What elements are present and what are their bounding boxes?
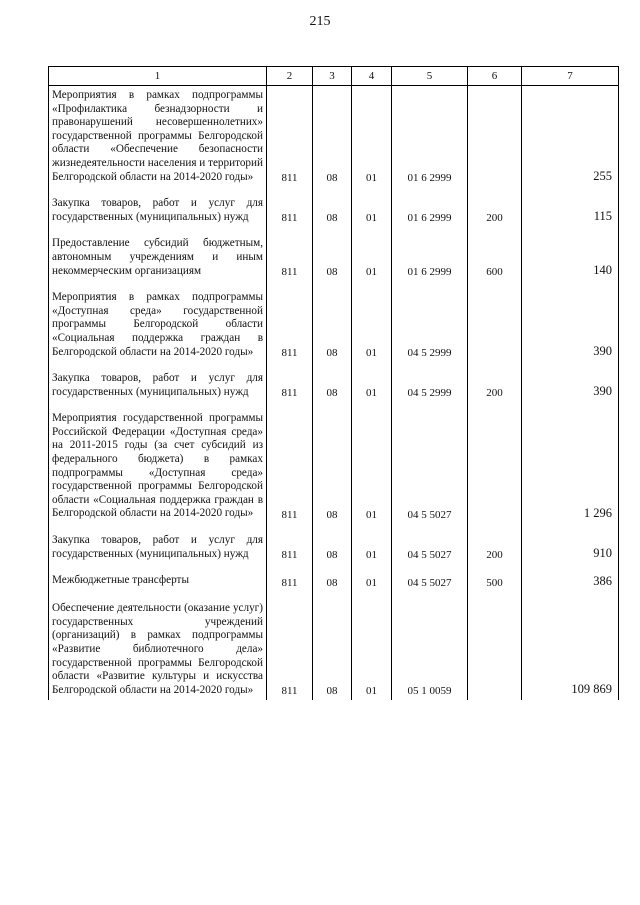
cell-code-expense-type: 600 — [468, 234, 522, 281]
cell-code-section: 08 — [313, 86, 352, 188]
cell-code-subsection: 01 — [352, 409, 392, 524]
cell-code-admin: 811 — [267, 194, 313, 227]
table-row — [49, 86, 619, 188]
cell-amount: 255 — [522, 86, 619, 188]
table-row — [49, 531, 619, 564]
cell-amount: 1 296 — [522, 409, 619, 524]
cell-name: Мероприятия государственной программы Российской Федерации «Доступная среда» на 2011-2015 годы (за счет субсидий из федерального бюджета) в рамках подпрограммы «Доступная среда» государственной программы Белгородской области «Социальная поддержка граждан в Белгородской области на 2014-2020 годы» — [49, 409, 267, 524]
header-col-2: 2 — [267, 67, 313, 86]
header-col-1: 1 — [49, 67, 267, 86]
cell-code-admin: 811 — [267, 531, 313, 564]
cell-amount: 140 — [522, 234, 619, 281]
cell-code-expense-type — [468, 409, 522, 524]
cell-code-target: 04 5 2999 — [392, 369, 468, 402]
cell-name: Мероприятия в рамках подпрограммы «Профилактика безнадзорности и правонарушений несовершеннолетних» государственной программы Белгородской области «Обеспечение безопасности жизнедеятельности населения и территорий Белгородской области на 2014-2020 годы» — [49, 86, 267, 188]
cell-amount: 390 — [522, 288, 619, 362]
cell-code-expense-type — [468, 599, 522, 700]
row-spacer — [49, 362, 619, 369]
cell-code-subsection: 01 — [352, 288, 392, 362]
table-row — [49, 288, 619, 362]
table-row — [49, 369, 619, 402]
header-col-6: 6 — [468, 67, 522, 86]
cell-code-admin: 811 — [267, 599, 313, 700]
cell-code-target: 01 6 2999 — [392, 86, 468, 188]
cell-code-admin: 811 — [267, 571, 313, 592]
cell-code-section: 08 — [313, 409, 352, 524]
cell-code-expense-type: 500 — [468, 571, 522, 592]
cell-name: Предоставление субсидий бюджетным, автономным учреждениям и иным некоммерческим организациям — [49, 234, 267, 281]
table-row — [49, 571, 619, 592]
cell-code-expense-type: 200 — [468, 369, 522, 402]
cell-code-section: 08 — [313, 531, 352, 564]
table-header — [49, 67, 619, 86]
cell-name: Закупка товаров, работ и услуг для государственных (муниципальных) нужд — [49, 369, 267, 402]
budget-table — [48, 66, 619, 700]
cell-code-section: 08 — [313, 234, 352, 281]
cell-amount: 910 — [522, 531, 619, 564]
cell-code-expense-type — [468, 288, 522, 362]
header-col-3: 3 — [313, 67, 352, 86]
cell-code-target: 05 1 0059 — [392, 599, 468, 700]
cell-amount: 390 — [522, 369, 619, 402]
cell-code-subsection: 01 — [352, 369, 392, 402]
row-spacer — [49, 592, 619, 599]
cell-code-target: 04 5 5027 — [392, 531, 468, 564]
table-row — [49, 194, 619, 227]
table-row — [49, 234, 619, 281]
cell-code-admin: 811 — [267, 86, 313, 188]
cell-amount: 115 — [522, 194, 619, 227]
cell-code-section: 08 — [313, 369, 352, 402]
table-row — [49, 409, 619, 524]
row-spacer — [49, 227, 619, 234]
cell-code-target: 01 6 2999 — [392, 234, 468, 281]
cell-code-target: 01 6 2999 — [392, 194, 468, 227]
cell-code-admin: 811 — [267, 369, 313, 402]
cell-code-subsection: 01 — [352, 194, 392, 227]
page-number: 215 — [309, 14, 331, 29]
cell-amount: 109 869 — [522, 599, 619, 700]
cell-code-subsection: 01 — [352, 86, 392, 188]
cell-code-expense-type: 200 — [468, 194, 522, 227]
cell-code-section: 08 — [313, 571, 352, 592]
cell-name: Мероприятия в рамках подпрограммы «Доступная среда» государственной программы Белгородской области «Социальная поддержка граждан в Белгородской области на 2014-2020 годы» — [49, 288, 267, 362]
cell-code-expense-type: 200 — [468, 531, 522, 564]
cell-name: Обеспечение деятельности (оказание услуг) государственных учреждений (организаций) в рамках подпрограммы «Развитие библиотечного дела» государственной программы Белгородской области «Развитие культуры и искусства Белгородской области на 2014-2020 годы» — [49, 599, 267, 700]
row-spacer — [49, 564, 619, 571]
cell-code-admin: 811 — [267, 409, 313, 524]
cell-code-target: 04 5 5027 — [392, 571, 468, 592]
cell-code-subsection: 01 — [352, 571, 392, 592]
row-spacer — [49, 187, 619, 194]
cell-code-target: 04 5 5027 — [392, 409, 468, 524]
row-spacer — [49, 281, 619, 288]
table-row — [49, 599, 619, 700]
cell-name: Закупка товаров, работ и услуг для государственных (муниципальных) нужд — [49, 531, 267, 564]
table-body — [49, 86, 619, 701]
row-spacer — [49, 402, 619, 409]
header-col-4: 4 — [352, 67, 392, 86]
cell-code-subsection: 01 — [352, 234, 392, 281]
cell-code-admin: 811 — [267, 234, 313, 281]
cell-code-section: 08 — [313, 599, 352, 700]
cell-code-section: 08 — [313, 288, 352, 362]
cell-code-admin: 811 — [267, 288, 313, 362]
cell-code-subsection: 01 — [352, 531, 392, 564]
cell-code-section: 08 — [313, 194, 352, 227]
row-spacer — [49, 524, 619, 531]
header-col-5: 5 — [392, 67, 468, 86]
cell-code-target: 04 5 2999 — [392, 288, 468, 362]
cell-code-subsection: 01 — [352, 599, 392, 700]
cell-name: Межбюджетные трансферты — [49, 571, 267, 592]
header-col-7: 7 — [522, 67, 619, 86]
cell-code-expense-type — [468, 86, 522, 188]
cell-amount: 386 — [522, 571, 619, 592]
cell-name: Закупка товаров, работ и услуг для государственных (муниципальных) нужд — [49, 194, 267, 227]
